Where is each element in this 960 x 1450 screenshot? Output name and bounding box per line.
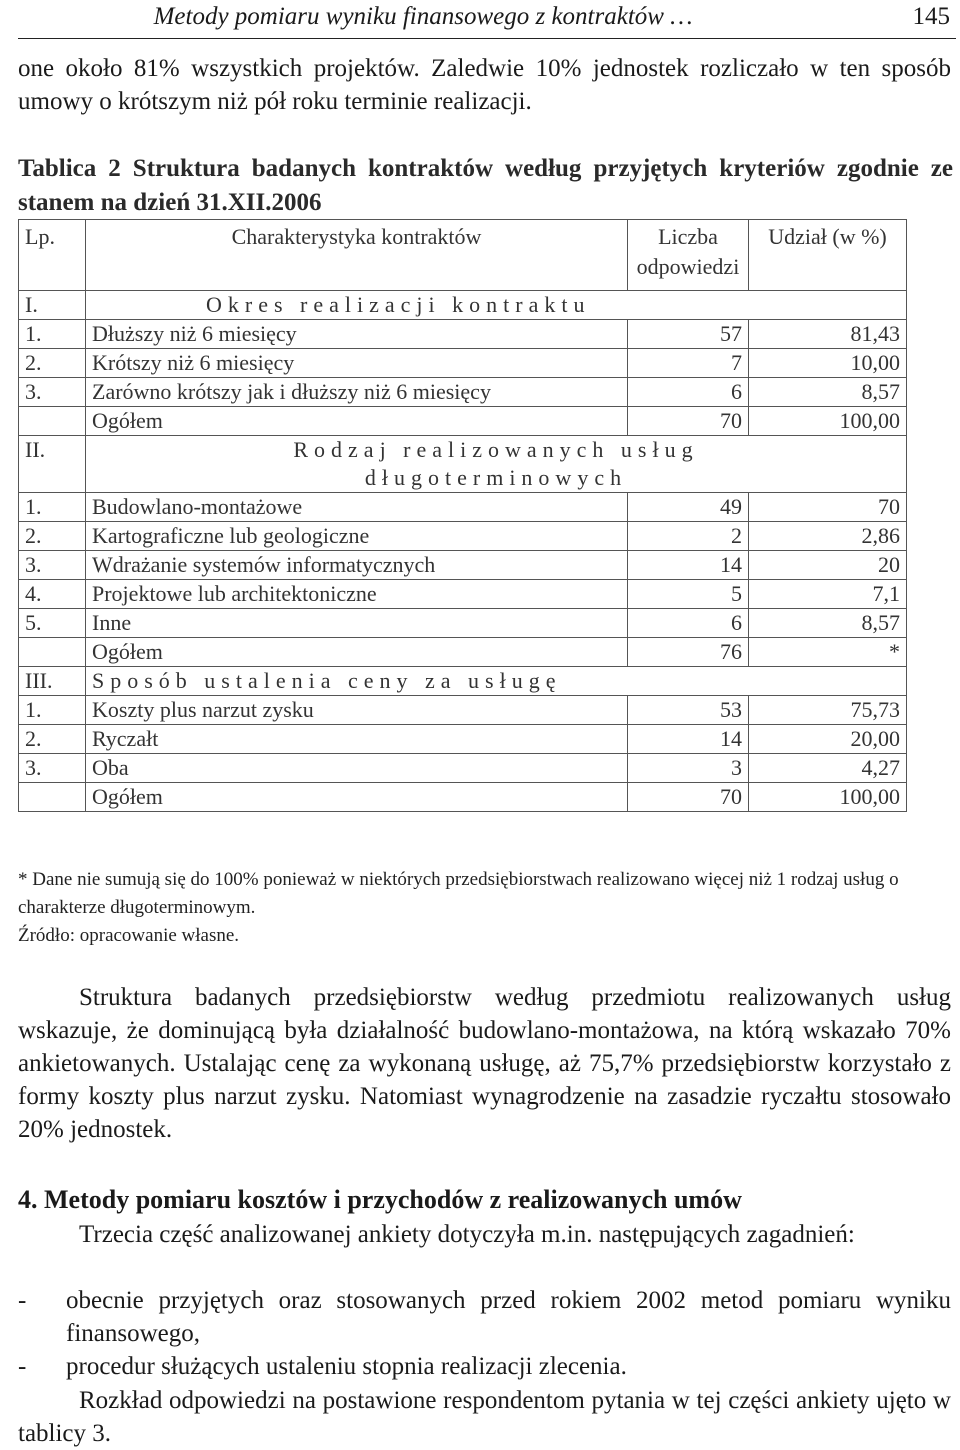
table-row [19, 725, 907, 754]
table-caption: Tablica 2 Struktura badanych kontraktów według przyjętych kryteriów zgodnie ze stanem na dzień 31.XII.2006 [18, 155, 953, 216]
row-desc: Krótszy niż 6 miesięcy [86, 349, 628, 378]
total-share: * [749, 638, 907, 667]
row-share: 4,27 [749, 754, 907, 783]
table-source: Źródło: opracowanie własne. [18, 925, 240, 946]
table-row [19, 696, 907, 725]
row-lp: 5. [19, 609, 86, 638]
list-dash: - [18, 1353, 27, 1380]
row-share: 20 [749, 551, 907, 580]
row-share: 75,73 [749, 696, 907, 725]
section-row [19, 436, 907, 493]
row-desc: Inne [86, 609, 628, 638]
row-lp: 3. [19, 551, 86, 580]
running-header [18, 2, 956, 39]
total-count: 70 [628, 783, 749, 812]
row-desc: Oba [86, 754, 628, 783]
row-share: 8,57 [749, 378, 907, 407]
row-share: 81,43 [749, 320, 907, 349]
intro-paragraph: one około 81% wszystkich projektów. Zaledwie 10% jednostek rozliczało w ten sposób umowy o krótszym niż pół roku terminie realizacji. [18, 55, 951, 115]
row-share: 10,00 [749, 349, 907, 378]
row-lp: 2. [19, 349, 86, 378]
page-number: 145 [912, 3, 950, 30]
row-lp: 3. [19, 378, 86, 407]
table-row [19, 522, 907, 551]
bullet-list [18, 1284, 951, 1383]
row-lp: 1. [19, 696, 86, 725]
row-count: 14 [628, 551, 749, 580]
table-footnote: * Dane nie sumują się do 100% ponieważ w niektórych przedsiębiorstwach realizowano więcej niż 1 rodzaj usług o charakterze długoterminowym. [18, 869, 899, 918]
list-item-text: obecnie przyjętych oraz stosowanych przed rokiem 2002 metod pomiaru wyniku finansowego, [66, 1287, 951, 1347]
body-paragraph: Struktura badanych przedsiębiorstw według przedmiotu realizowanych usług wskazuje, że dominującą była działalność budowlano-montażowa, na którą wskazało 70% ankietowanych. Ustalając cenę za wykonaną usługę, aż 75,7% przedsiębiorstw korzystało z formy koszty plus narzut zysku. Natomiast wynagrodzenie na zasadzie ryczałtu stosowało 20% jednostek. [18, 984, 951, 1143]
row-share: 8,57 [749, 609, 907, 638]
row-lp: 2. [19, 725, 86, 754]
row-count: 6 [628, 378, 749, 407]
total-label: Ogółem [86, 638, 628, 667]
section-title: Sposób ustalenia ceny za usługę [86, 667, 907, 696]
body-paragraph: Rozkład odpowiedzi na postawione respondentom pytania w tej części ankiety ujęto w tablicy 3. [18, 1387, 951, 1447]
row-lp: 1. [19, 493, 86, 522]
row-share: 70 [749, 493, 907, 522]
row-desc: Ryczałt [86, 725, 628, 754]
blank-cell [19, 783, 86, 812]
body-paragraph: Trzecia część analizowanej ankiety dotyczyła m.in. następujących zagadnień: [79, 1221, 855, 1248]
list-dash: - [18, 1287, 27, 1314]
header-count: Liczba odpowiedzi [628, 220, 749, 291]
contracts-structure-table [18, 219, 907, 812]
section-title: Okres realizacji kontraktu [86, 291, 907, 320]
row-lp: 3. [19, 754, 86, 783]
row-count: 49 [628, 493, 749, 522]
total-label: Ogółem [86, 783, 628, 812]
section-numeral: I. [19, 291, 86, 320]
row-count: 14 [628, 725, 749, 754]
table-row [19, 551, 907, 580]
row-desc: Wdrażanie systemów informatycznych [86, 551, 628, 580]
row-count: 5 [628, 580, 749, 609]
blank-cell [19, 638, 86, 667]
row-desc: Projektowe lub architektoniczne [86, 580, 628, 609]
section-title: Rodzaj realizowanych usług długoterminowych [86, 436, 907, 493]
row-share: 2,86 [749, 522, 907, 551]
section-numeral: III. [19, 667, 86, 696]
row-count: 6 [628, 609, 749, 638]
header-lp: Lp. [19, 220, 86, 291]
total-row [19, 407, 907, 436]
row-desc: Budowlano-montażowe [86, 493, 628, 522]
total-count: 76 [628, 638, 749, 667]
total-share: 100,00 [749, 407, 907, 436]
total-row [19, 783, 907, 812]
row-lp: 4. [19, 580, 86, 609]
table-row [19, 580, 907, 609]
section-numeral: II. [19, 436, 86, 493]
table-row [19, 349, 907, 378]
blank-cell [19, 407, 86, 436]
section-row [19, 667, 907, 696]
table-row [19, 609, 907, 638]
list-item-text: procedur służących ustaleniu stopnia realizacji zlecenia. [66, 1353, 627, 1380]
total-count: 70 [628, 407, 749, 436]
row-desc: Dłuższy niż 6 miesięcy [86, 320, 628, 349]
table-row [19, 320, 907, 349]
section-row [19, 291, 907, 320]
list-item [18, 1284, 951, 1350]
running-title: Metody pomiaru wyniku finansowego z kontraktów … [153, 3, 693, 30]
total-label: Ogółem [86, 407, 628, 436]
row-count: 2 [628, 522, 749, 551]
row-count: 3 [628, 754, 749, 783]
row-desc: Zarówno krótszy jak i dłuższy niż 6 miesięcy [86, 378, 628, 407]
total-row [19, 638, 907, 667]
table-row [19, 493, 907, 522]
section-heading: 4. Metody pomiaru kosztów i przychodów z realizowanych umów [18, 1185, 742, 1214]
row-count: 53 [628, 696, 749, 725]
row-lp: 1. [19, 320, 86, 349]
row-count: 57 [628, 320, 749, 349]
row-count: 7 [628, 349, 749, 378]
header-characteristics: Charakterystyka kontraktów [86, 220, 628, 291]
table-row [19, 754, 907, 783]
row-desc: Koszty plus narzut zysku [86, 696, 628, 725]
row-desc: Kartograficzne lub geologiczne [86, 522, 628, 551]
table-header-row [19, 220, 907, 291]
table-row [19, 378, 907, 407]
row-lp: 2. [19, 522, 86, 551]
row-share: 20,00 [749, 725, 907, 754]
total-share: 100,00 [749, 783, 907, 812]
row-share: 7,1 [749, 580, 907, 609]
list-item [18, 1350, 951, 1383]
header-share: Udział (w %) [749, 220, 907, 291]
